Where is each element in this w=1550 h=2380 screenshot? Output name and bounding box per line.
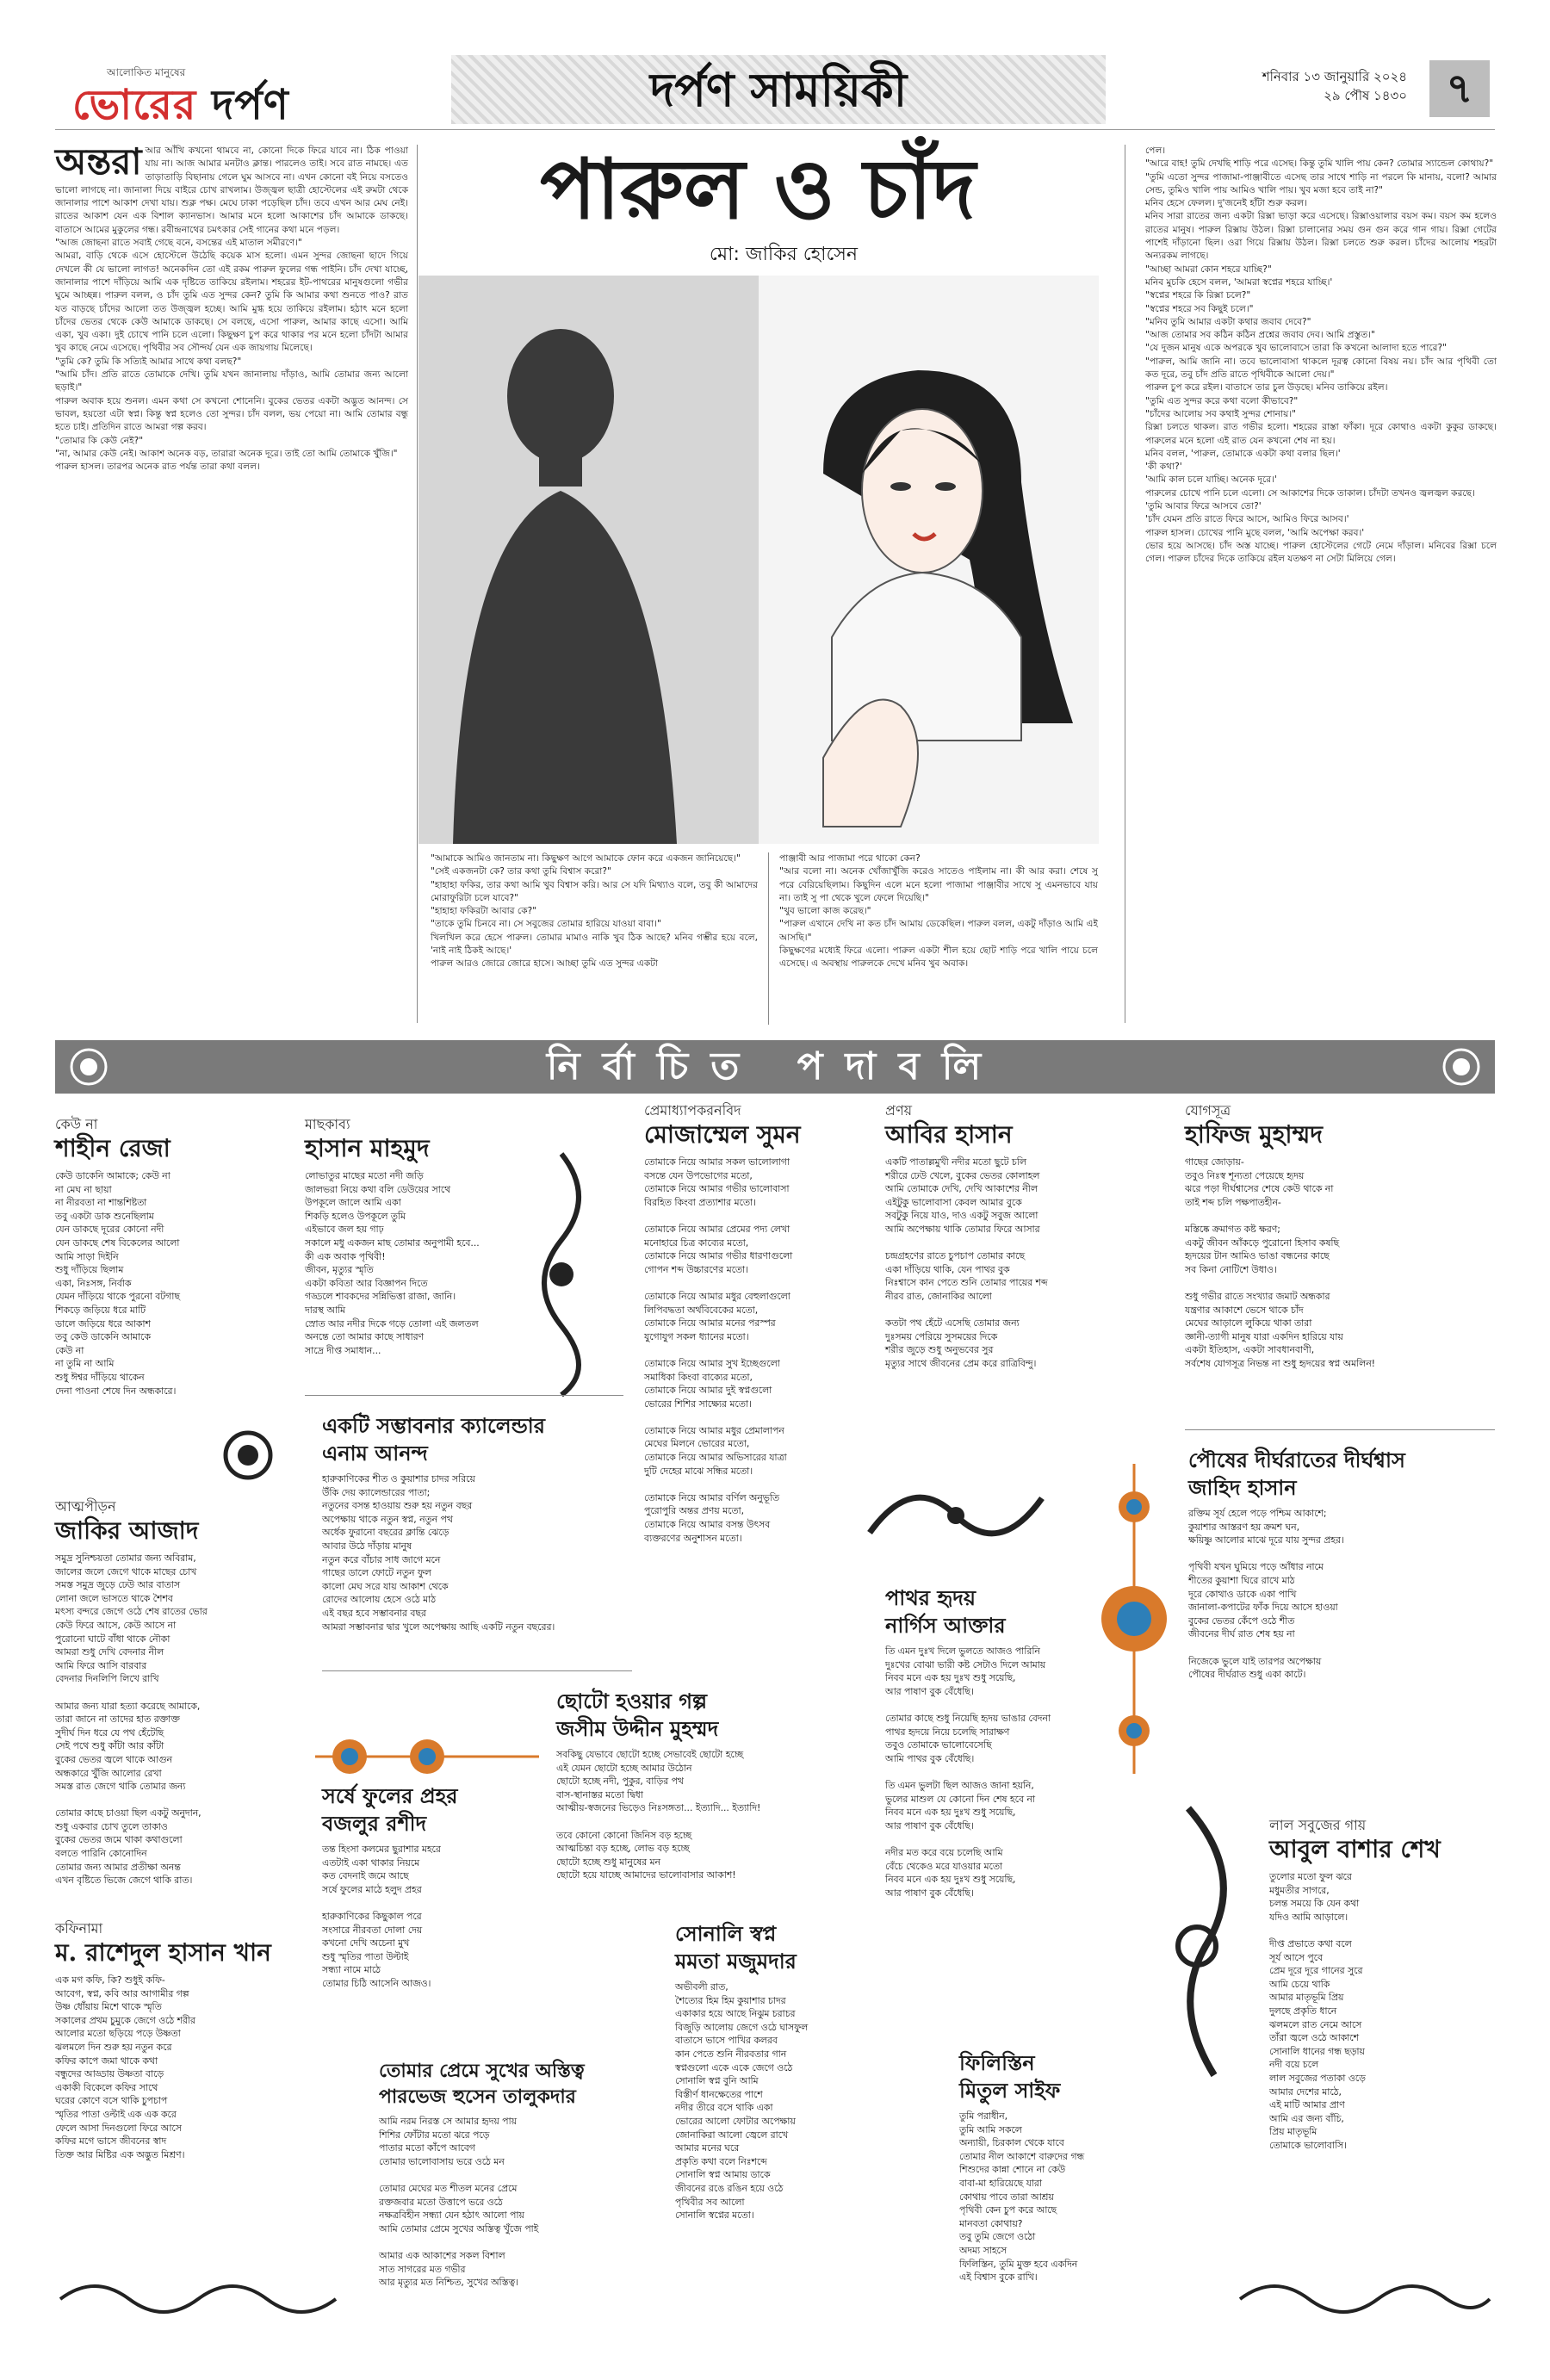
poem-text: সবকিছু যেভাবে ছোটো হচ্ছে সেভাবেই ছোটো হচ্ছে এই যেমন ছোটো হচ্ছে আমার উঠোন ছোটো হচ্ছে নদী, পুকুর, বাড়ির পথ বাস-স্থানাস্তর মতো দ্বিধা আত্মীয়-স্বজনের ভিড়েও নিঃসঙ্গতা... ইত্যাদি... ইত্যাদি! তবে কোনো কোনো জিনিস বড় হচ্ছে আত্মচিন্তা বড় হচ্ছে, লোভ বড় হচ্ছে ছোটো হচ্ছে শুধু মানুষের মন ছোটো হয়ে যাচ্ছে আমাদের ভালোবাসার আকাশ! xyxy=(556,1749,761,1881)
column-divider xyxy=(417,145,418,1023)
poem-kicker: প্রণয় xyxy=(885,1102,913,1119)
poem-card xyxy=(379,2058,654,2339)
section-divider xyxy=(322,1670,632,1671)
story-column-middle-2: পাঞ্জাবী আর পাজামা পরে থাকো কেন? "আর বলো না। অনেক খোঁজাখুঁজি করেও সাতেও পাইলাম না। কী আর করা। শেষে সু পরে বেরিয়েছিলাম। কিছুদিন এলে মনে হলো পাজামা পাঞ্জাবীর সাথে সু এমনভাবে যায় না। তাই সু পা থেকে খুলে ফেলে দিয়েছি।" "খুব ভালো কাজ করেছ।" "পারুল এখানে দেখি না কত চাঁদ আমায় ডেকেছিল। পারুল বলল, একটু দাঁড়াও আমি এই আসছি।" কিছুক্ষণের মধ্যেই ফিরে এলো। পারুল একটা শীল হয়ে ছোট শাড়ি পরে খালি পায়ে চলে এসেছে। এ অবস্থায় পারুলকে দেখে মনিব খুব অবাক। xyxy=(779,853,1098,970)
poem-author: ছোটো হওয়ার গল্প জসীম উদ্দীন মুহম্মদ xyxy=(556,1689,719,1741)
story-title: পারুল ও চাঁদ xyxy=(540,140,976,238)
story-illustration xyxy=(418,276,1099,844)
poem-card xyxy=(322,1412,649,1653)
date-bengali: ২৯ পৌষ ১৪৩০ xyxy=(1324,88,1407,103)
poem-author: ম. রাশেদুল হাসান খান xyxy=(55,1938,271,1967)
poem-author: পাথর হৃদয় নার্গিস আক্তার xyxy=(885,1585,1006,1638)
poetry-banner-title: নির্বাচিত পদাবলি xyxy=(546,1044,1004,1088)
poem-author: তোমার প্রেমে সুখের অস্তিত্ব পারভেজ হুসেন তালুকদার xyxy=(379,2060,585,2108)
newspaper-logo[interactable] xyxy=(72,65,382,129)
poem-author: পৌষের দীর্ঘরাতের দীর্ঘশ্বাস জাহিদ হাসান xyxy=(1188,1447,1405,1500)
logo-name xyxy=(72,74,289,142)
poem-author: সোনালি স্বপ্ন মমতা মজুমদার xyxy=(675,1921,797,1974)
poem-card xyxy=(556,1688,892,1894)
border-ornament-icon xyxy=(60,2273,336,2325)
poem-kicker: আত্মপীড়ন xyxy=(55,1498,116,1515)
paisley-ornament-icon xyxy=(1119,1800,1257,2084)
poem-text: তি এমন দুঃখ দিলে ভুলতে আজও পারিনি দুঃখের বোঝা ভারী কষ্ট সেটাও দিলে আমায় নিবব মনে এক হয় দুঃখ শুধু সয়েছি, আর পাষাণ বুক বেঁধেছি। তোমার কাছে শুধু নিয়েছি হৃদয় ভাঙার বেদনা পাথর হৃদয়ে নিয়ে চলেছি সারাক্ষণ তবুও তোমাকে ভালোবেসেছি আমি পাথর বুক বেঁধেছি। তি এমন ভুলটা ছিল আজও জানা হয়নি, ভুলের মাশুল যে কোনো দিন শেষ হবে না নিবব মনে এক হয় দুঃখ শুধু সয়েছি, আর পাষাণ বুক বেঁধেছি। নদীর মত করে বয়ে চলেছি আমি বেঁচে থেকেও মরে যাওয়ার মতো নিবব মনে এক হয় দুঃখ শুধু সয়েছি, আর পাষাণ বুক বেঁধেছি। xyxy=(885,1646,1051,1899)
poem-text: তুমি পরাধীন, তুমি আমি সকলে অন্যায়ী, চিরকাল থেকে যাবে তোমার নীল আকাশে বারুদের গন্ধ শিশুদের কান্না শোনে না কেউ বাবা-মা হারিয়েছে যারা কোথায় পাবে তারা আশ্রয় পৃথিবী কেন চুপ করে আছে মানবতা কোথায়? তবু তুমি জেগে ওঠো অদম্য সাহসে ফিলিস্তিন, তুমি মুক্ত হবে একদিন এই বিশ্বাস বুকে রাখি। xyxy=(959,2110,1084,2284)
poem-author: মোজাম্মেল সুমন xyxy=(644,1120,801,1149)
poem-text: রক্তিম সূর্য হেলে পড়ে পশ্চিম আকাশে; কুয়াশার আস্তরণ হয় ক্রমশ ঘন, ক্ষয়িষ্ণু আলোর মাঝে দূরে যায় সুন্দর প্রহর। পৃথিবী যখন ঘুমিয়ে পড়ে আঁধার নামে শীতের কুয়াশা ঘিরে রাখে মাঠ দূরে কোথাও ডাকে একা পাখি জানালা-কপাটের ফাঁক দিয়ে আসে হাওয়া বুকের ভেতর কেঁপে ওঠে শীত জীবনের দীর্ঘ রাত শেষ হয় না নিজেকে ভুলে যাই তারপর অপেক্ষায় পৌষের দীর্ঘরাত শুধু একা কাটে। xyxy=(1188,1508,1344,1681)
poem-text: গাছের জোড়ায়- তবুও নিঃস্ব শূন্যতা পেয়েছে হৃদয় ঝরে পড়া দীর্ঘশ্বাসের শেষে কেউ থাকে না তাই শব্দ চলি পক্ষপাতহীন- মস্তিষ্কে ক্রমাগত কষ্ট ক্ষরণ; একটু জীবন আঁকড়ে পুরোনো হিসাব কষছি হৃদয়ের টান আমিও ভাঙা বন্ধনের কাছে সব কিনা নোটিশে উধাও। শুধু গভীর রাতে সংখ্যার জমাট অন্ধকার যন্ত্রণার আকাশে ভেসে থাকে চাঁদ মেঘের আড়ালে লুকিয়ে থাকা তারা জ্ঞানী-ত্যাগী মানুষ যারা একদিন হারিয়ে যায় একটা ইতিহাস, একটা সাবধানবাণী, সর্বশেষ যোগসূত্র নিভন্ত না শুধু হৃদয়ের স্বপ্ন অমলিন! xyxy=(1185,1156,1375,1369)
column-divider xyxy=(768,852,769,1025)
poem-author: সর্ষে ফুলের প্রহর বজলুর রশীদ xyxy=(322,1783,458,1836)
story-column-right: পেল। "আরে বাহ! তুমি দেখছি শাড়ি পরে এসেছ। কিন্তু তুমি খালি পায় কেন? তোমার স্যান্ডেল কোথায়?" "তুমি এতো সুন্দর পাজামা-পাঞ্জাবীতে এসেছ তার সাথে শাড়ি না পরলে কি মানায়, বলো? আমার সেন্ড, তুমিও খালি পায় আমিও খালি পায়। খুব মজা হবে তাই না?" মনিব হেসে ফেলল। দু'জনেই হাঁটা শুরু করল। মনিব সারা রাতের জন্য একটা রিক্সা ভাড়া করে এসেছে। রিক্সাওয়ালার বয়স কম। বয়স কম হলেও রাতের মানুষ। পারুল রিক্সায় উঠল। রিক্সা চালানোর সময় গুন গুন করে গান গায়। রিক্সা গেটের পাশেই দাঁড়ানো ছিল। ওরা গিয়ে রিক্সায় উঠল। রিক্সা চলতে শুরু করল। চাঁদের আলোয় শহরটা অন্যরকম লাগছে। "আচ্ছা আমরা কোন শহরে যাচ্ছি?" মনিব মুচকি হেসে বলল, 'আমরা স্বপ্নের শহরে যাচ্ছি।' "স্বপ্নের শহরে কি রিক্সা চলে?" "স্বপ্নের শহরে সব কিছুই চলে।" "মনিব তুমি আমার একটা কথার জবাব দেবে?" "আজ তোমার সব কঠিন কঠিন প্রশ্নের জবাব দেব। আমি প্রস্তুত।" "যে দুজন মানুষ একে অপরকে খুব ভালোবাসে তারা কি কখনো আলাদা হতে পারে?" "পারুল, আমি জানি না। তবে ভালোবাসা থাকলে দূরত্ব কোনো বিষয় নয়। চাঁদ আর পৃথিবী তো কত দূরে, তবু চাঁদ প্রতি রাতে পৃথিবীকে আলো দেয়।" পারুল চুপ করে রইল। বাতাসে তার চুল উড়ছে। মনিব তাকিয়ে রইল। "তুমি এত সুন্দর করে কথা বলো কীভাবে?" "চাঁদের আলোয় সব কথাই সুন্দর শোনায়।" রিক্সা চলতে থাকল। রাত গভীর হলো। শহরের রাস্তা ফাঁকা। দূরে কোথাও একটা কুকুর ডাকছে। পারুলের মনে হলো এই রাত যেন কখনো শেষ না হয়। মনিব বলল, 'পারুল, তোমাকে একটা কথা বলার ছিল।' 'কী কথা?' 'আমি কাল চলে যাচ্ছি। অনেক দূরে।' পারুলের চোখে পানি চলে এলো। সে আকাশের দিকে তাকাল। চাঁদটা তখনও জ্বলজ্বল করছে। 'তুমি আবার ফিরে আসবে তো?' 'চাঁদ যেমন প্রতি রাতে ফিরে আসে, আমিও ফিরে আসব।' পারুল হাসল। চোখের পানি মুছে বলল, 'আমি অপেক্ষা করব।' ভোর হয়ে আসছে। চাঁদ অস্ত যাচ্ছে। পারুল হোস্টেলের গেটে নেমে দাঁড়াল। মনিবের রিক্সা চলে গেল। পারুল চাঁদের দিকে তাকিয়ে রইল যতক্ষণ না সেটা মিলিয়ে গেল। xyxy=(1145,146,1497,565)
poem-kicker: প্রেমাধ্যাপকরনবিদ xyxy=(644,1102,741,1119)
poem-card xyxy=(885,1584,1109,1903)
section-divider xyxy=(1185,1429,1495,1430)
poem-card xyxy=(305,1116,563,1376)
poem-author: জাকির আজাদ xyxy=(55,1516,199,1545)
sun-ornament-icon xyxy=(315,1731,539,1782)
masthead xyxy=(55,55,1495,130)
mandala-ornament-icon xyxy=(222,1429,274,1481)
poem-author: আবুল বাশার শেখ xyxy=(1269,1835,1441,1863)
poem-text: তোমাকে নিয়ে আমার সকল ভালোলাগা বসন্তে যেন উপভোগের মতো, তোমাকে নিয়ে আমার গভীর ভালোবাসা বিরহিত কিংবা প্রত্যাশার মতো। তোমাকে নিয়ে আমার প্রেমের পদ্য লেখা মনোহারে চিত্র কাব্যের মতো, তোমাকে নিয়ে আমার গভীর ধারণাগুলো গোপন শব্দ উচ্চারণের মতো। তোমাকে নিয়ে আমার মধুর বেহুলাগুলো লিপিবদ্ধতা অর্থবিবেকের মতো, তোমাকে নিয়ে আমার মনের পরস্পর যুগোযুগ সকল ধ্যানের মতো। তোমাকে নিয়ে আমার সুখ ইচ্ছেগুলো সমাধিকা কিংবা বাক্যের মতো, তোমাকে নিয়ে আমার দুই স্বপ্নগুলো ভোরের শিশির সাক্ষ্যের মতো। তোমাকে নিয়ে আমার মধুর প্রেমালাপন মেঘের মিলনে ভোরের মতো, তোমাকে নিয়ে আমার অভিসারের যাত্রা দুটি দেহের মাঝে সন্ধির মতো। তোমাকে নিয়ে আমার বর্ণিল অনুভূতি পুরোপুরি অন্তর প্রণয় মতো, তোমাকে নিয়ে আমার বসন্ত উৎসব ব্যক্তরণের অনুশাসন মতো। xyxy=(644,1156,793,1544)
poetry-banner xyxy=(55,1040,1495,1094)
illustration-svg xyxy=(418,276,1099,844)
date-gregorian: শনিবার ১৩ জানুয়ারি ২০২৪ xyxy=(1262,69,1407,84)
poem-author: ফিলিস্তিন মিতুল সাইফ xyxy=(959,2050,1061,2103)
poem-kicker: মাছকাব্য xyxy=(305,1116,350,1132)
poem-kicker: কফিনামা xyxy=(55,1920,103,1937)
poem-text: আমি নরম নিরস্ত সে আমার হৃদয় পায় শিশির ফোঁটার মতো ঝরে পড়ে পাতার মতো কাঁপে আবেগ তোমার ভালোবাসায় ভরে ওঠে মন তোমার মেঘের মত শীতল মনের প্রেমে রক্তজবার মতো উত্তাপে ভরে ওঠে নক্ষত্রবিহীন সন্ধ্যা যেন হঠাৎ আলো পায় আমি তোমার প্রেমে সুখের অস্তিত্ব খুঁজে পাই আমার এক আকাশের সকল বিশাল সাত সাগরের মত গভীর আর মৃত্যুর মত নিশ্চিত, সুখের অস্তিত্ব। xyxy=(379,2116,539,2289)
poem-text: অভীবলী রাত, শৈত্যের হিম হিম কুয়াশার চাদর একাকার হয়ে আছে নিঝুম চরাচর বিজুড়ি আলোয় জেগে ওঠে ঘাসফুল বাতাসে ভাসে পাখির কলরব কান পেতে শুনি নীরবতার গান স্বপ্নগুলো একে একে জেগে ওঠে সোনালি স্বপ্ন বুনি আমি বিস্তীর্ণ ধানক্ষেতের পাশে নদীর তীরে বসে থাকি একা ভোরের আলো ফোটার অপেক্ষায় জোনাকিরা আলো জ্বেলে রাখে আমার মনের ঘরে প্রকৃতি কথা বলে নিঃশব্দে সোনালি স্বপ্ন আমায় ডাকে জীবনের রঙে রঙিন হয়ে ওঠে পৃথিবীর সব আলো সোনালি স্বপ্নের মতো। xyxy=(675,1981,809,2222)
date-box xyxy=(1235,67,1407,105)
poem-card xyxy=(1188,1447,1490,1731)
poem-author: হাফিজ মুহাম্মদ xyxy=(1185,1120,1323,1149)
logo-tagline: আলোকিত মানুষের xyxy=(107,66,186,78)
poem-author: আবির হাসান xyxy=(885,1120,1013,1149)
poem-text: তন্ত হিংসা কলমের ছুরাশার মহরে এতটাই একা থাকার নিয়মে কত বেদনাই জমে আছে সর্ষে ফুলের মাঠে হলুদ প্রহর হারুকাণিকের কিছুকাল পরে সংসারে নীরবতা দোলা দেয় কখনো দেখি অচেনা মুখ শুধু স্মৃতির পাতা উল্টাই সন্ধ্যা নামে মাঠে তোমার চিঠি আসেনি আজও। xyxy=(322,1844,441,1989)
story-dropcap: অন্তরা xyxy=(55,140,142,183)
poem-card xyxy=(55,1498,296,1887)
mandala-ornament-icon xyxy=(69,1047,108,1087)
poem-card xyxy=(959,2049,1226,2351)
section-title: দর্পণ সাময়িকী xyxy=(649,62,908,117)
logo-part1: ভোরের xyxy=(72,81,197,129)
poem-text: তুলোর মতো ফুল ঝরে মধুমতীর সাগরে, চলন্ত সময়ে কি যেন কথা যদিও আমি আড়ালে। দীপ্ত প্রভাতে কথা বলে সূর্য আসে পুবে প্রেম দূরে দূরে গানের সুরে আমি চেয়ে থাকি আমার মাতৃভূমি প্রিয় দুলছে প্রকৃতি ধানে ঝলমলে রাত নেমে আসে তাঁরা জ্বলে ওঠে আকাশে সোনালি ধানের গন্ধ ছড়ায় নদী বয়ে চলে লাল সবুজের পতাকা ওড়ে আমার দেশের মাঠে, এই মাটি আমার প্রাণ আমি এর জন্য বাঁচি, প্রিয় মাতৃভূমি তোমাকে ভালোবাসি। xyxy=(1269,1871,1366,2151)
poem-card xyxy=(644,1102,859,1638)
sun-ornament-column-icon xyxy=(1087,1464,1181,1774)
logo-part2: দর্পণ xyxy=(196,81,289,129)
poem-card xyxy=(1269,1817,1495,2151)
story-text-col1: আর আঁখি কখনো থামবে না, কোনো দিকে ফিরে যাবে না। ঠিক পাওয়া যায় না। আজ আমার মনটাও ক্লান্ত। পারলেও তাই। সবে রাত নামছে। এত তাড়াতাড়ি বিছানায় গেলে ঘুম আসবে না। এখন কোনো বই নিয়ে বসতেও ভালো লাগছে না। জানালা দিয়ে বাইরে চোখ রাখলাম। উজ্জ্বল ছাত্রী হোস্টেলের এই রুমটা থেকে জানালার পাশে আকাশ দেখা যায়। শুক্ল পক্ষ। মেঘে ঢাকা পড়েছিল চাঁদ। তবে এখন আর মেঘ নেই। রাতের আকাশ যেন এক বিশাল ক্যানভাস। আমার মনে হলো আকাশের চাঁদ আমাকে ডাকছে। বাতাসে আমের মুকুলের গন্ধ। রবীন্দ্রনাথের চমৎকার সেই গানের কথা মনে পড়ল। "আজ জোছনা রাতে সবাই গেছে বনে, বসন্তের এই মাতাল সমীরণে।" আমরা, বাড়ি থেকে এসে হোস্টেলে উঠেছি কয়েক মাস হলো। এমন সুন্দর জোছনা ছাদে গিয়ে দেখলে কী যে ভালো লাগত! অনেকদিন তো এই রকম পারুল ফুলের গন্ধ পাইনি। চাঁদ দেখা যাচ্ছে, জানালার পাশে দাঁড়িয়ে আমি এক দৃষ্টিতে তাকিয়ে রইলাম। শহরের ইট-পাথরের মানুষগুলো গভীর ঘুমে আচ্ছন্ন। পারুল বলল, ও চাঁদ তুমি এত সুন্দর কেন? তুমি কি আমার কথা শুনতে পাও? রাত যত বাড়ছে চাঁদের আলো তত উজ্জ্বল হচ্ছে। আমি মুগ্ধ হয়ে তাকিয়ে রইলাম। হঠাৎ মনে হলো চাঁদের ভেতর থেকে কেউ আমাকে ডাকছে। সে বলছে, এসো পারুল, আমার কাছে এসো। আমি একা, খুব একা। দুই চোখে পানি চলে এলো। কিছুক্ষণ চুপ করে থাকার পর মনে হলো চাঁদটা আমার খুব কাছে নেমে এসেছে। পৃথিবীর সব সৌন্দর্য যেন এক জায়গায় মিলেছে। "তুমি কে? তুমি কি সত্যিই আমার সাথে কথা বলছ?" "আমি চাঁদ। প্রতি রাতে তোমাকে দেখি। তুমি যখন জানালায় দাঁড়াও, আমি তোমার জন্য আলো ছড়াই।" পারুল অবাক হয়ে শুনল। এমন কথা সে কখনো শোনেনি। বুকের ভেতর একটা অদ্ভুত আনন্দ। সে ভাবল, হয়তো এটা স্বপ্ন। কিন্তু স্বপ্ন হলেও তো সুন্দর। চাঁদ বলল, ভয় পেয়ো না। আমি তোমার বন্ধু হতে চাই। প্রতিদিন রাতে আমরা গল্প করব। "তোমার কি কেউ নেই?" "না, আমার কেউ নেই। আকাশ অনেক বড়, তারারা অনেক দূরে। তাই তো আমি তোমাকে খুঁজি।" পারুল হাসল। তারপর অনেক রাত পর্যন্ত তারা কথা বলল। xyxy=(55,146,408,473)
poem-card xyxy=(1185,1102,1469,1414)
mandala-ornament-icon xyxy=(1442,1047,1481,1087)
poem-card xyxy=(322,1782,546,1989)
story-column-middle-1: "আমাকে আমিও জানতাম না। কিছুক্ষণ আগে আমাকে ফোন করে একজন জানিয়েছে।" "সেই একজনটা কে? তার কথা তুমি বিশ্বাস করো?" "হাহাহা ফকির, তার কথা আমি খুব বিশ্বাস করি। আর সে যদি মিথ্যাও বলে, তবু কী আমাদের মোরাফুরিটা চলে যাবে?" "হাহাহা ফকিরটা আবার কে?" "তাকে তুমি চিনবে না। সে সবুজের তোমার হারিয়ে যাওয়া বাবা।" খিলখিল করে হেসে পারুল। তোমার মামাও নাকি খুব ঠিক আছে? মনিব গম্ভীর হয়ে বলে, 'নাই নাই ঠিকই আছে।' পারুল আরও জোরে জোরে হাসে। আচ্ছা তুমি এত সুন্দর একটা xyxy=(431,853,758,970)
page-number: ৭ xyxy=(1429,60,1490,117)
poem-card xyxy=(675,1920,933,2325)
story-author: মো: জাকির হোসেন xyxy=(709,244,859,265)
poem-author: একটি সম্ভাবনার ক্যালেন্ডার এনাম আনন্দ xyxy=(322,1413,545,1466)
poem-author: শাহীন রেজা xyxy=(55,1134,170,1162)
story-column-left xyxy=(55,140,408,1023)
poem-text: হারুকাণিকের শীত ও কুয়াশার চাদর সরিয়ে উঁকি দেয় ক্যালেন্ডারের পাতা; নতুনের বসন্ত হাওয়ায় শুরু হয় নতুন বছর অপেক্ষায় থাকে নতুন স্বপ্ন, নতুন পথ অর্ধেক ফুরানো বছরের ক্লান্তি ঝেড়ে আবার উঠে দাঁড়ায় মানুষ নতুন করে বাঁচার সাধ জাগে মনে গাছের ডালে ফোটে নতুন ফুল কালো মেঘ সরে যায় আকাশ থেকে রোদের আলোয় হেসে ওঠে মাঠ এই বছর হবে সম্ভাবনার বছর আমরা সম্ভাবনার দ্বার খুলে অপেক্ষায় আছি একটি নতুন বছরের। xyxy=(322,1473,555,1633)
poem-text: লোভাতুর মাছের মতো নদী জড়ি জালভরা নিয়ে কথা বলি ডেউয়ের সাথে উপকূলে জালে আমি একা শিকড়ি হলেও উপকূলে তুমি এইভাবে জল হয় গাঢ় সকালে মধু একজন মাছ তোমার অনুপামী হবে... কী এক অবাক পৃথিবী! জীবন, মৃত্যুর স্মৃতি একটা কবিতা আর বিজ্ঞাপন দিতে গড্ডলে শাবকদের সন্নিভিত্তা রাজা, জানি। দারস্থ আমি স্রোত আর নদীর দিকে গড়ে তোলা এই জলতল অনন্তে তো আমার কাছে সাধারণ সাদ্রে দীপ্ত সমাধান... xyxy=(305,1170,480,1356)
poem-text: সমুদ্র সুনিশ্চয়তা তোমার জন্য অবিরাম, জালের জলে জেগে থাকে মাছের চোখ সমস্ত সমুদ্র জুড়ে ঢেউ আর বাতাস লোনা জলে ভাসতে থাকে শৈশব মৎস্য বন্দরে জেগে ওঠে শেষ রাতের ভোর কেউ ফিরে আসে, কেউ আসে না পুরোনো ঘাটে বাঁধা থাকে নৌকা আমরা শুধু দেখি বেদনার নীল আমি ফিরে আসি বারবার বেদনার দিনলিপি লিখে রাখি আমার জন্য যারা হত্যা করেছে আমাকে, তারা জানে না তাদের হাত রক্তাক্ত সুদীর্ঘ দিন ধরে যে পথ হেঁটেছি সেই পথে শুধু কাঁটা আর কাঁটা বুকের ভেতর জ্বলে থাকে আগুন অন্ধকারে খুঁজি আলোর রেখা সমস্ত রাত জেগে থাকি তোমার জন্য তোমার কাছে চাওয়া ছিল একটু অনুদান, শুধু একবার চোখ তুলে তাকাও বুকের ভেতর জমে থাকা কথাগুলো বলতে পারিনি কোনোদিন তোমার জন্য আমার প্রতীক্ষা অনন্ত এখন বৃষ্টিতে ভিজে জেগে থাকি রাত। xyxy=(55,1553,208,1887)
poem-kicker: লাল সবুজের গায় xyxy=(1269,1817,1367,1833)
poem-card xyxy=(885,1102,1118,1388)
floral-flourish-icon xyxy=(861,1464,1051,1559)
poem-card xyxy=(55,1920,348,2160)
floral-divider-icon xyxy=(527,1145,596,1404)
poem-author: হাসান মাহমুদ xyxy=(305,1134,430,1162)
section-divider xyxy=(305,1395,623,1396)
poem-kicker: যোগসূত্র xyxy=(1185,1102,1231,1119)
poem-kicker: কেউ না xyxy=(55,1116,98,1132)
poem-text: কেউ ডাকেনি আমাকে; কেউ না না মেঘ না ছায়া না নীরবতা না শান্তশিষ্টতা তবু একটা ডাক শুনেছিলাম যেন ডাকছে দূরের কোনো নদী যেন ডাকছে শেষ বিকেলের আলো আমি সাড়া দিইনি শুধু দাঁড়িয়ে ছিলাম একা, নিঃসঙ্গ, নির্বাক যেমন দাঁড়িয়ে থাকে পুরনো বটগাছ শিকড়ে জড়িয়ে ধরে মাটি ডালে জড়িয়ে ধরে আকাশ তবু কেউ ডাকেনি আমাকে কেউ না না তুমি না আমি শুধু ঈশ্বর দাঁড়িয়ে থাকেন দেনা পাওনা শেষে দিন অন্ধকারে। xyxy=(55,1170,180,1397)
border-ornament-icon xyxy=(1240,2273,1490,2325)
section-banner xyxy=(451,55,1106,124)
poem-card xyxy=(55,1116,288,1479)
poem-text: এক মগ কফি, কি? শুধুই কফি- আবেগ, স্বপ্ন, কবি আর আগামীর গল্প উষ্ণ ধোঁয়ায় মিশে থাকে স্মৃতি সকালের প্রথম চুমুকে জেগে ওঠে শরীর আলোর মতো ছড়িয়ে পড়ে উষ্ণতা ঝলমলে দিন শুরু হয় নতুন করে কফির কাপে জমা থাকে কথা বন্ধুদের আড্ডায় উষ্ণতা বাড়ে একাকী বিকেলে কফির সাথে ঘরের কোণে বসে থাকি চুপচাপ স্মৃতির পাতা ওল্টাই এক এক করে ফেলে আসা দিনগুলো ফিরে আসে কফির মগে ভাসে জীবনের স্বাদ তিক্ত আর মিষ্টির এক অদ্ভুত মিশ্রণ। xyxy=(55,1974,195,2160)
poem-text: একটি পাতাল্লমুখী নদীর মতো ছুটে চলি শরীরে ঢেউ খেলে, বুকের ভেতর কোলাহল আমি তোমাকে দেখি, দেখি আকাশের নীল এইটুকু ভালোবাসা কেবল আমার বুকে সবটুকু নিয়ে যাও, দাও একটু সবুজ আলো আমি অপেক্ষায় থাকি তোমার ফিরে আসার চন্দ্রগ্রহণের রাতে চুপচাপ তোমার কাছে একা দাঁড়িয়ে থাকি, যেন পাথর বুক নিঃশ্বাসে কান পেতে শুনি তোমার পায়ের শব্দ নীরব রাত, জোনাকির আলো কতটা পথ হেঁটে এসেছি তোমার জন্য দুঃসময় পেরিয়ে সুসময়ের দিকে শরীর জুড়ে শুধু অনুভবের সুর মৃত্যুর সাথে জীবনের প্রেম করে রাত্রিবিন্দু। xyxy=(885,1156,1048,1369)
